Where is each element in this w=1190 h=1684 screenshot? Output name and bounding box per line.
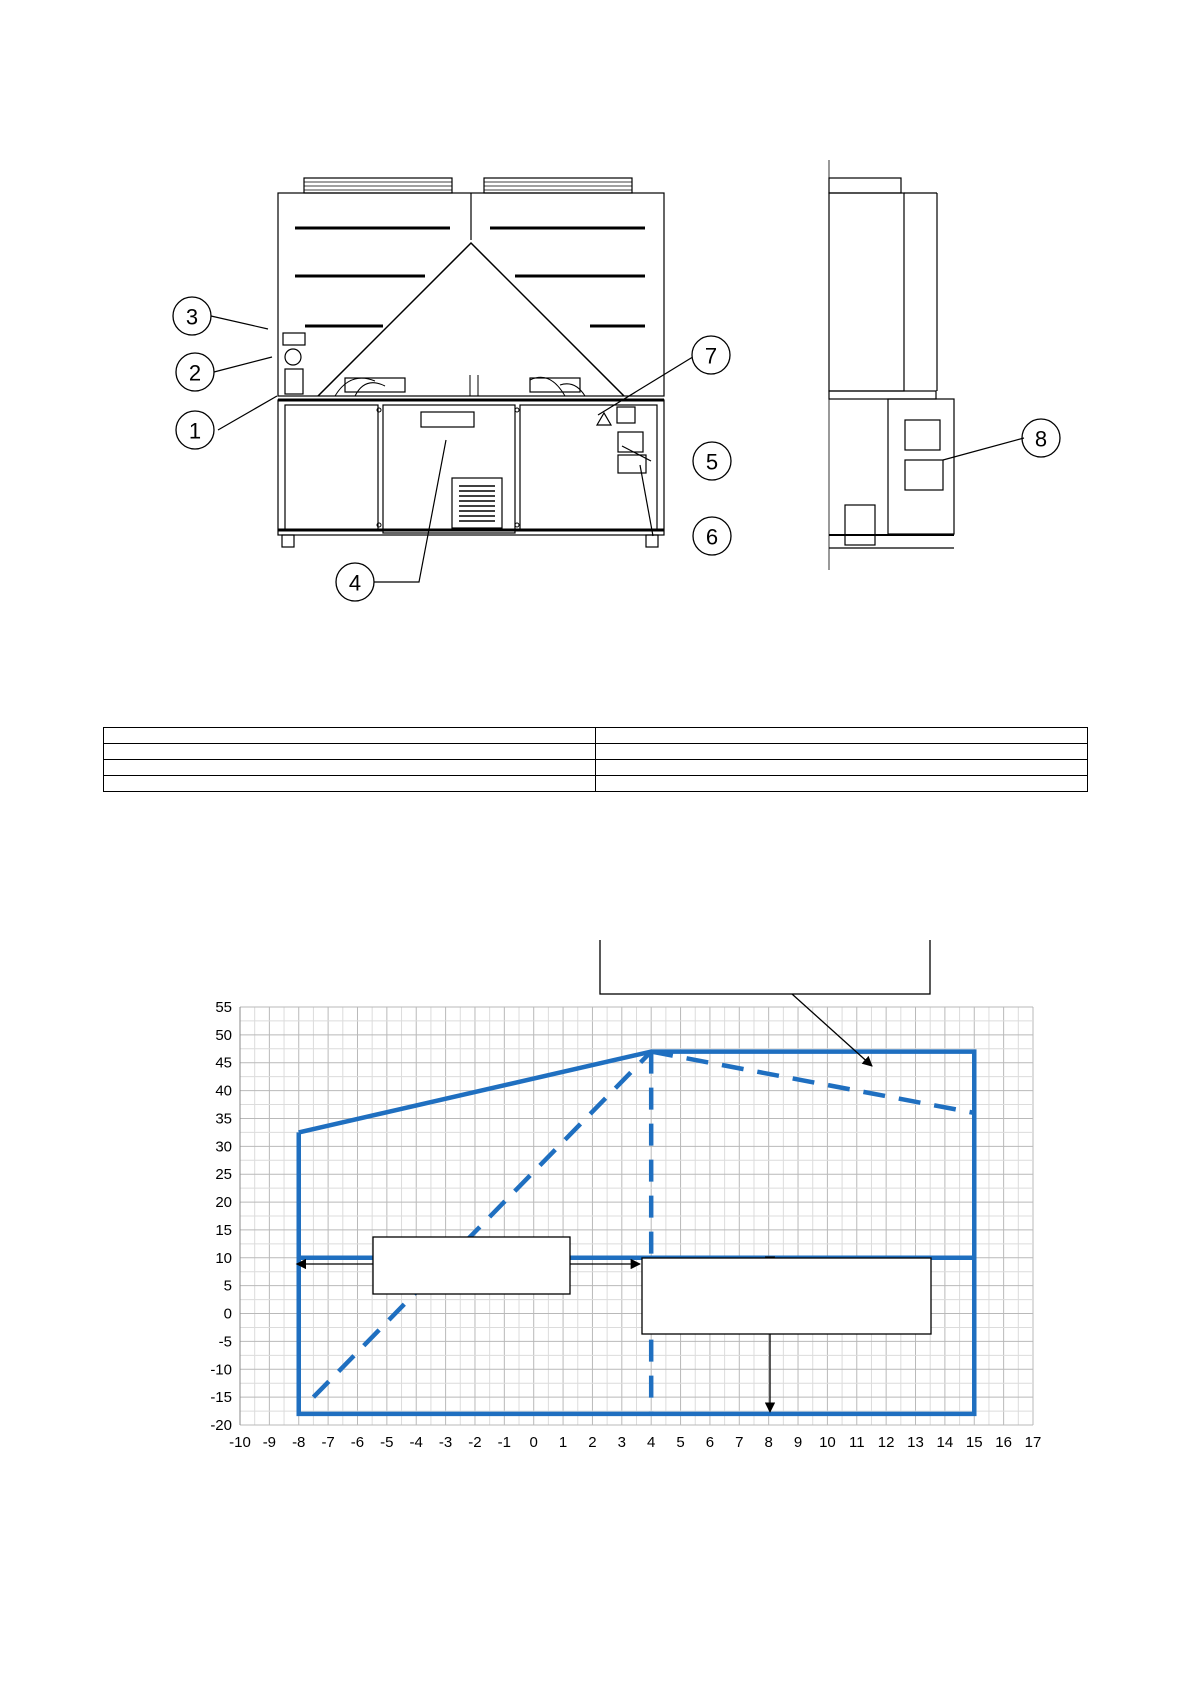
callout-1: 1 bbox=[188, 418, 202, 444]
table-row bbox=[104, 728, 1088, 744]
x-tick-label: -10 bbox=[229, 1434, 251, 1451]
side-upper-casing bbox=[829, 193, 904, 391]
x-tick-label: -9 bbox=[262, 1434, 277, 1451]
x-tick-label: 2 bbox=[588, 1434, 597, 1451]
y-tick-label: 10 bbox=[215, 1249, 232, 1267]
y-tick-label: 50 bbox=[215, 1026, 232, 1044]
callout-2: 2 bbox=[188, 360, 202, 386]
table-cell bbox=[596, 776, 1088, 792]
fan-grille-right bbox=[484, 178, 632, 193]
y-tick-label: -10 bbox=[210, 1361, 232, 1379]
table-cell bbox=[104, 744, 596, 760]
y-tick-label: -5 bbox=[218, 1333, 232, 1351]
callout-7: 7 bbox=[704, 343, 718, 369]
y-tick-label: -15 bbox=[210, 1389, 232, 1407]
series-line-dashed bbox=[313, 1052, 651, 1398]
x-tick-label: 10 bbox=[819, 1434, 836, 1451]
y-tick-label: 20 bbox=[215, 1194, 232, 1212]
callout-3: 3 bbox=[185, 304, 199, 330]
x-tick-label: 6 bbox=[705, 1434, 715, 1451]
arrow-to-dashed-line bbox=[792, 994, 872, 1066]
x-tick-label: 9 bbox=[793, 1434, 803, 1451]
v-coil bbox=[318, 243, 624, 396]
table-cell bbox=[104, 776, 596, 792]
chart-grid bbox=[240, 1007, 1033, 1425]
side-electrical-box bbox=[888, 399, 954, 534]
x-tick-label: 0 bbox=[529, 1434, 538, 1451]
annotation-box-right bbox=[642, 1258, 931, 1334]
x-tick-label: 17 bbox=[1024, 1434, 1042, 1451]
x-tick-label: 1 bbox=[558, 1434, 568, 1451]
display-panel bbox=[421, 412, 474, 427]
annotation-box-left bbox=[373, 1237, 570, 1294]
x-tick-label: 15 bbox=[965, 1434, 983, 1451]
x-tick-label: -1 bbox=[497, 1434, 512, 1451]
unit-drawing bbox=[0, 0, 1190, 620]
y-tick-label: 40 bbox=[215, 1082, 232, 1100]
x-tick-label: 16 bbox=[995, 1434, 1012, 1451]
x-tick-label: 5 bbox=[676, 1434, 685, 1451]
callout-4: 4 bbox=[348, 570, 362, 596]
table-row bbox=[104, 776, 1088, 792]
x-tick-label: -6 bbox=[350, 1434, 365, 1451]
x-axis-ticks bbox=[229, 1434, 1041, 1451]
x-tick-label: -4 bbox=[409, 1434, 423, 1451]
table-row bbox=[104, 744, 1088, 760]
y-tick-label: 5 bbox=[223, 1277, 232, 1295]
operating-envelope-chart bbox=[0, 940, 1190, 1460]
x-tick-label: 13 bbox=[907, 1434, 924, 1451]
x-tick-label: 7 bbox=[735, 1434, 744, 1451]
callout-6: 6 bbox=[705, 524, 719, 550]
y-tick-label: 25 bbox=[215, 1166, 232, 1184]
front-lower-casing bbox=[278, 400, 664, 535]
table-cell bbox=[596, 744, 1088, 760]
table-row bbox=[104, 760, 1088, 776]
x-tick-label: 14 bbox=[936, 1434, 954, 1451]
y-tick-label: 45 bbox=[215, 1054, 232, 1072]
y-tick-label: 30 bbox=[215, 1138, 232, 1156]
x-tick-label: -7 bbox=[321, 1434, 335, 1451]
x-tick-label: 11 bbox=[848, 1434, 865, 1451]
x-tick-label: -5 bbox=[380, 1434, 394, 1451]
side-fan-grille bbox=[829, 178, 901, 193]
callout-8: 8 bbox=[1034, 426, 1048, 452]
table-cell bbox=[104, 728, 596, 744]
callout-5: 5 bbox=[705, 449, 719, 475]
x-tick-label: 4 bbox=[647, 1434, 656, 1451]
y-tick-label: 55 bbox=[215, 999, 232, 1016]
y-tick-label: 35 bbox=[215, 1110, 232, 1128]
x-tick-label: -2 bbox=[468, 1434, 482, 1451]
table-cell bbox=[104, 760, 596, 776]
x-tick-label: 12 bbox=[877, 1434, 895, 1451]
table-cell bbox=[596, 760, 1088, 776]
y-tick-label: 15 bbox=[215, 1221, 232, 1239]
label-table bbox=[103, 727, 1088, 792]
y-tick-label: 0 bbox=[223, 1305, 232, 1323]
x-tick-label: -3 bbox=[438, 1434, 453, 1451]
x-tick-label: 8 bbox=[764, 1434, 773, 1451]
table-cell bbox=[596, 728, 1088, 744]
x-tick-label: -8 bbox=[292, 1434, 306, 1451]
fan-grille-left bbox=[304, 178, 452, 193]
y-axis-ticks bbox=[210, 999, 232, 1434]
annotation-box-top bbox=[600, 940, 930, 994]
x-tick-label: 3 bbox=[617, 1434, 626, 1451]
y-tick-label: -20 bbox=[210, 1417, 232, 1434]
